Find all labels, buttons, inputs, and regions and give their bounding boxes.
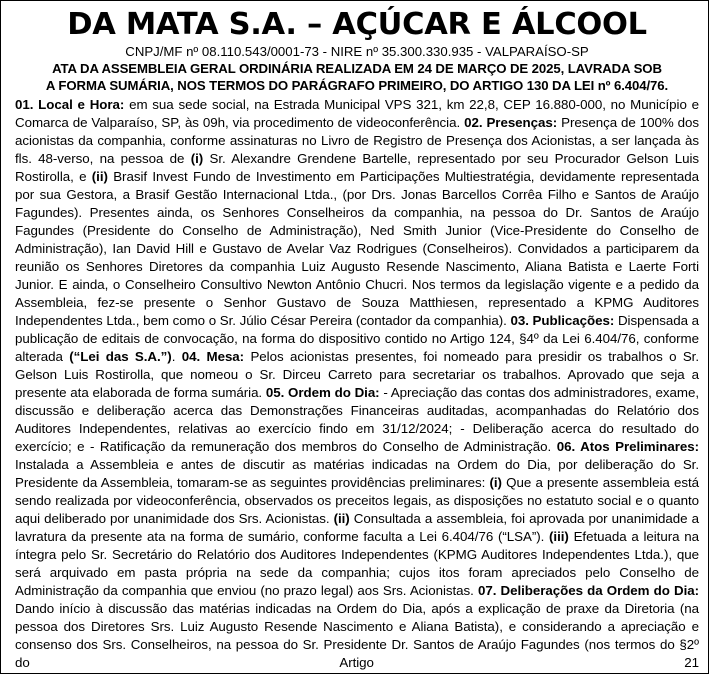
section-01-text: em sua sede social, na Estrada Municipal VPS 321, km 22,8, CEP 16.880-000, no Município e Comarca de Valparaíso, SP, às 09h, via procedimento de videoconferência. <box>15 97 699 130</box>
section-03-text: Dispensada a publicação de editais de convocação, na forma do dispositivo contido no Artigo 124, §4º da Lei 6.404/76, conforme alterada <box>15 313 699 364</box>
section-03-alias: (“Lei das S.A.”) <box>69 349 172 364</box>
section-06-title: 06. Atos Preliminares: <box>556 439 700 454</box>
section-04-text: Pelos acionistas presentes, foi nomeado para presidir os trabalhos o Sr. Gelson Luis Rostirolla, que nomeou o Sr. Dirceu Carreto para secretariar os trabalhos. Aprovado que seja a presente ata elaborada de forma sumária. <box>15 349 699 400</box>
section-04-title: 04. Mesa: <box>181 349 245 364</box>
section-06-item-marker: (i) <box>489 475 502 490</box>
section-06-item-marker: (iii) <box>549 529 569 544</box>
section-02-item-marker: (ii) <box>91 169 108 184</box>
company-name-title: DA MATA S.A. – AÇÚCAR E ÁLCOOL <box>67 7 647 42</box>
registration-line: CNPJ/MF nº 08.110.543/0001-73 - NIRE nº 35.300.330.935 - VALPARAÍSO-SP <box>125 44 589 59</box>
section-07-title: 07. Deliberações da Ordem do Dia: <box>477 583 699 598</box>
section-02-text: Brasif Invest Fundo de Investimento em Participações Multiestratégia, devidamente representada por sua Gestora, a Brasif Gestão Internacional Ltda., (por Drs. Jonas Barcellos Corrêa Filho e Santos de Araújo Fagundes). Presentes ainda, os Senhores Conselheiros da companhia, na pessoa do Dr. Santos de Araújo Fagundes (Presidente do Conselho de Administração), Ned Smith Junior (Vice-Presidente do Conselho de Administração), Ian David Hill e Gustavo de Avelar Vaz Rodrigues (Conselheiros). Convidados a participarem da reunião os Senhores Diretores da companhia Luiz Augusto Resende Nascimento, Aliana Batista e Laerte Forti Junior. E ainda, o Conselheiro Consultivo Newton Antônio Chucri. Nos termos da legislação vigente e a pedido da Assembleia, fez-se presente o Senhor Gustavo de Souza Matthiesen, representado a KPMG Auditores Independentes Ltda., bem como o Sr. Júlio César Pereira (contador da companhia). <box>15 169 699 328</box>
section-02-item-marker: (i) <box>190 151 204 166</box>
minutes-heading-line-2: A FORMA SUMÁRIA, NOS TERMOS DO PARÁGRAFO PRIMEIRO, DO ARTIGO 130 DA LEI nº 6.404/76. <box>45 78 669 93</box>
section-06-text: Consultada a assembleia, foi aprovada por unanimidade a lavratura da presente ata na forma de sumário, conforme faculta a Lei 6.404/76 (“LSA”). <box>15 511 699 544</box>
section-06-text: Que a presente assembleia está sendo realizada por videoconferência, observados os preceitos legais, as disposições no estatuto social e o quanto aqui deliberado por unanimidade dos Srs. Acionistas. <box>15 475 699 526</box>
minutes-heading-line-1: ATA DA ASSEMBLEIA GERAL ORDINÁRIA REALIZADA EM 24 DE MARÇO DE 2025, LAVRADA SOB <box>52 61 662 76</box>
minutes-paragraph <box>15 96 699 672</box>
section-03-title: 03. Publicações: <box>510 313 615 328</box>
section-01-title: 01. Local e Hora: <box>15 97 125 112</box>
section-06-item-marker: (ii) <box>333 511 350 526</box>
section-02-text: Presença de 100% dos acionistas da companhia, conforme assinaturas no Livro de Registro de Presença dos Acionistas, a ser lançada às fls. 48-verso, na pessoa de <box>15 115 699 166</box>
minutes-heading <box>15 60 699 94</box>
section-02-title: 02. Presenças: <box>464 115 558 130</box>
section-06-text: Instalada a Assembleia e antes de discutir as matérias indicadas na Ordem do Dia, por deliberação do Sr. Presidente da Assembleia, tomaram-se as seguintes providências preliminares: <box>15 457 699 490</box>
section-03-end: . <box>171 349 182 364</box>
section-06-text: Efetuada a leitura na íntegra pelo Sr. Secretário do Relatório dos Auditores Independentes (KPMG Auditores Independentes Ltda.), que será arquivado em pasta própria na sede da companhia; cujos itos foram apreciados pelo Conselho de Administração da companhia que enviou (no prazo legal) aos Srs. Acionistas. <box>15 529 699 598</box>
section-07-text: Dando início à discussão das matérias indicadas na Ordem do Dia, após a explicação de praxe da Diretoria (na pessoa dos Diretores Srs. Luiz Augusto Resende Nascimento e Aliana Batista), e considerando a apreciação e consenso dos Srs. Conselheiros, na pessoa do Sr. Presidente Dr. Santos de Araújo Fagundes (nos termos do §2º do Artigo 21 <box>15 601 699 670</box>
section-05-text: - Apreciação das contas dos administradores, exame, discussão e deliberação acerca das Demonstrações Financeiras auditadas, acompanhadas do Relatório dos Auditores Independentes, relativas ao exercício findo em 31/12/2024; - Deliberação acerca do resultado do exercício; e - Ratificação da remuneração dos membros do Conselho de Administração. <box>15 385 699 454</box>
minutes-body <box>15 96 699 672</box>
section-02-text: Sr. Alexandre Grendene Bartelle, representado por seu Procurador Gelson Luis Rostirolla, e <box>15 151 699 184</box>
section-05-title: 05. Ordem do Dia: <box>265 385 380 400</box>
